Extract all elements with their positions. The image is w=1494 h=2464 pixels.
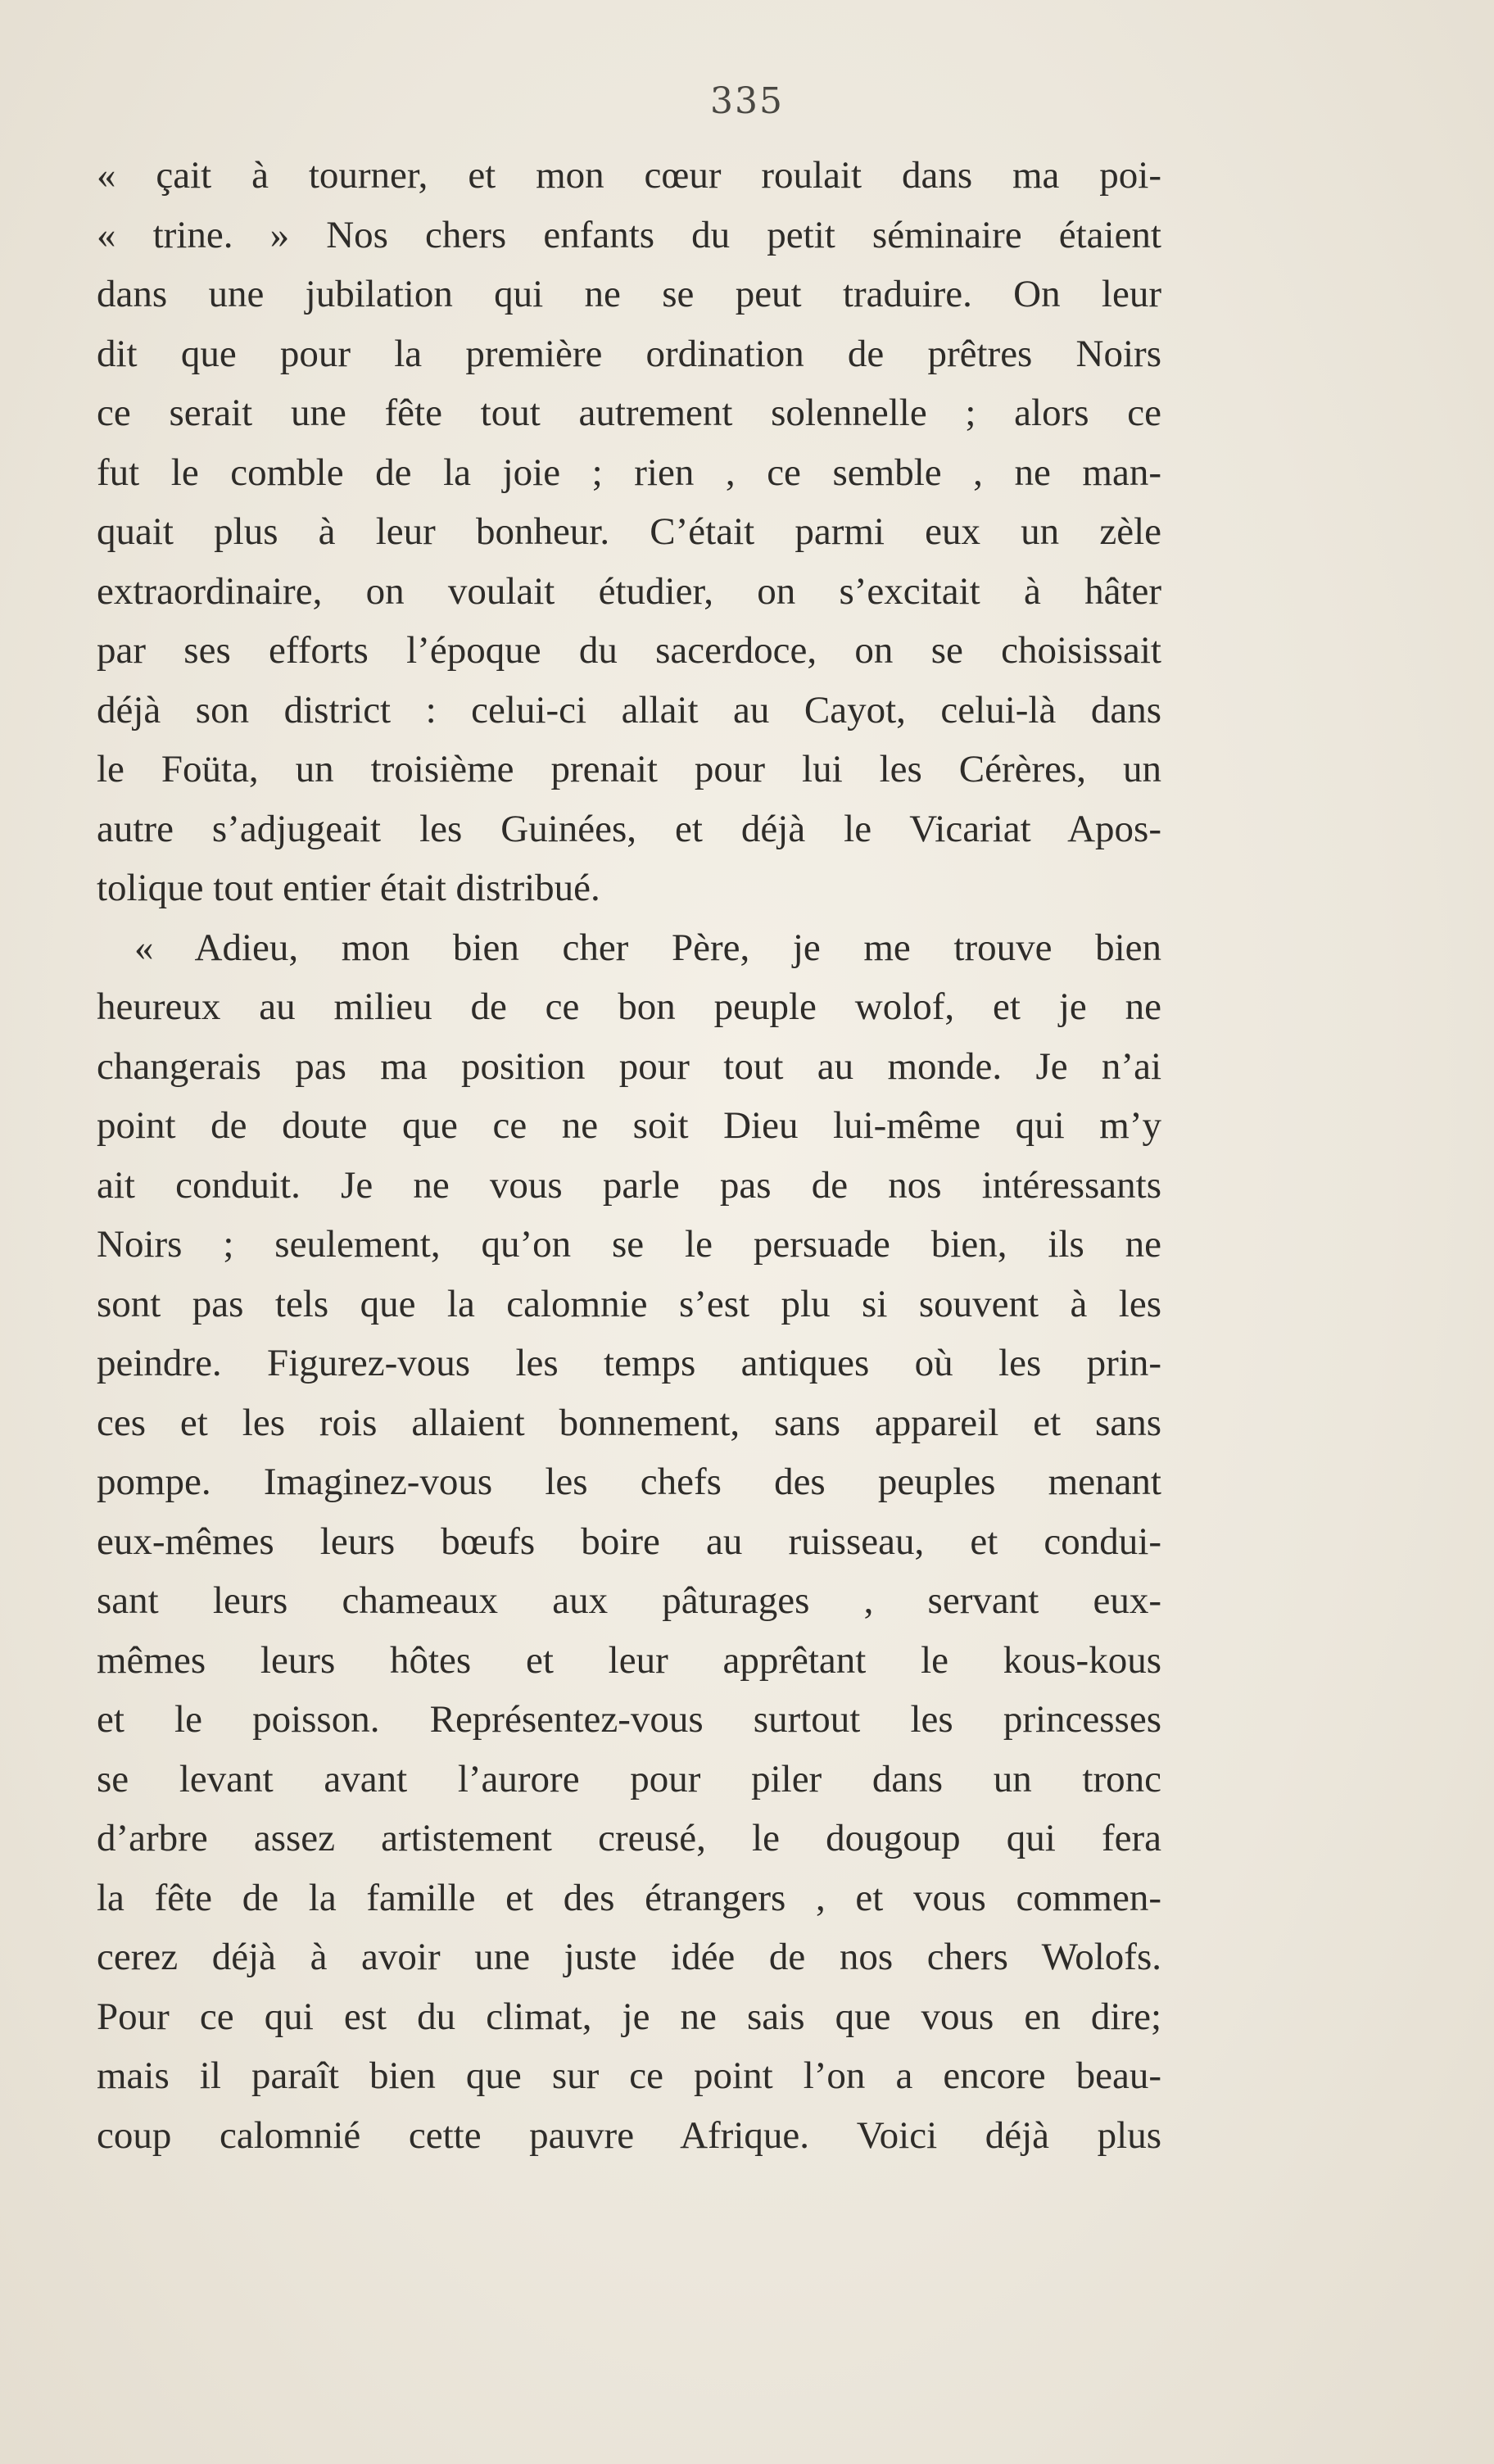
text-line: ce serait une fête tout autrement solennelle ; alors ce bbox=[97, 392, 1161, 434]
text-line: et le poisson. Représentez-vous surtout les princesses bbox=[97, 1698, 1161, 1741]
page-number: 335 bbox=[710, 80, 784, 122]
text-line: Noirs ; seulement, qu’on se le persuade bien, ils ne bbox=[97, 1223, 1161, 1266]
text-line: peindre. Figurez-vous les temps antiques où les prin- bbox=[97, 1342, 1161, 1384]
text-line: la fête de la famille et des étrangers , et vous commen- bbox=[97, 1876, 1161, 1919]
text-line: cerez déjà à avoir une juste idée de nos chers Wolofs. bbox=[97, 1936, 1161, 1978]
text-line: eux-mêmes leurs bœufs boire au ruisseau, et condui- bbox=[97, 1520, 1161, 1563]
text-line: quait plus à leur bonheur. C’était parmi eux un zèle bbox=[97, 510, 1161, 553]
text-line: dans une jubilation qui ne se peut traduire. On leur bbox=[97, 273, 1161, 315]
text-line: sont pas tels que la calomnie s’est plu si souvent à les bbox=[97, 1282, 1161, 1325]
text-line: ces et les rois allaient bonnement, sans appareil et sans bbox=[97, 1401, 1161, 1444]
text-line: fut le comble de la joie ; rien , ce semble , ne man- bbox=[97, 451, 1161, 494]
text-line: Pour ce qui est du climat, je ne sais que vous en dire; bbox=[97, 1995, 1161, 2038]
text-line: sant leurs chameaux aux pâturages , servant eux- bbox=[97, 1579, 1161, 1622]
text-line: le Foüta, un troisième prenait pour lui les Cérères, un bbox=[97, 748, 1161, 790]
text-line: d’arbre assez artistement creusé, le dougoup qui fera bbox=[97, 1817, 1161, 1859]
text-line: ait conduit. Je ne vous parle pas de nos intéressants bbox=[97, 1163, 1161, 1207]
text-line: déjà son district : celui-ci allait au Cayot, celui-là dans bbox=[97, 688, 1161, 732]
text-line: « çait à tourner, et mon cœur roulait dans ma poi- bbox=[97, 154, 1161, 197]
text-line: point de doute que ce ne soit Dieu lui-même qui m’y bbox=[97, 1104, 1161, 1147]
text-line: coup calomnié cette pauvre Afrique. Voici déjà plus bbox=[97, 2113, 1161, 2157]
text-line: extraordinaire, on voulait étudier, on s’excitait à hâter bbox=[97, 569, 1161, 613]
text-line: mêmes leurs hôtes et leur apprêtant le kous-kous bbox=[97, 1638, 1161, 1682]
text-line: tolique tout entier était distribué. bbox=[97, 867, 600, 909]
text-line: par ses efforts l’époque du sacerdoce, on se choisissait bbox=[97, 629, 1161, 672]
text-line: autre s’adjugeait les Guinées, et déjà le Vicariat Apos- bbox=[97, 807, 1161, 850]
text-line: « Adieu, mon bien cher Père, je me trouve bien bbox=[134, 926, 1161, 969]
text-line: heureux au milieu de ce bon peuple wolof, et je ne bbox=[97, 985, 1161, 1028]
text-line: dit que pour la première ordination de prêtres Noirs bbox=[97, 332, 1161, 375]
text-line: mais il paraît bien que sur ce point l’on a encore beau- bbox=[97, 2054, 1161, 2097]
text-line: changerais pas ma position pour tout au monde. Je n’ai bbox=[97, 1044, 1161, 1088]
body-text bbox=[97, 146, 1161, 2165]
text-line: pompe. Imaginez-vous les chefs des peuples menant bbox=[97, 1461, 1161, 1503]
text-line: « trine. » Nos chers enfants du petit séminaire étaient bbox=[97, 213, 1161, 256]
text-line: se levant avant l’aurore pour piler dans un tronc bbox=[97, 1757, 1161, 1800]
